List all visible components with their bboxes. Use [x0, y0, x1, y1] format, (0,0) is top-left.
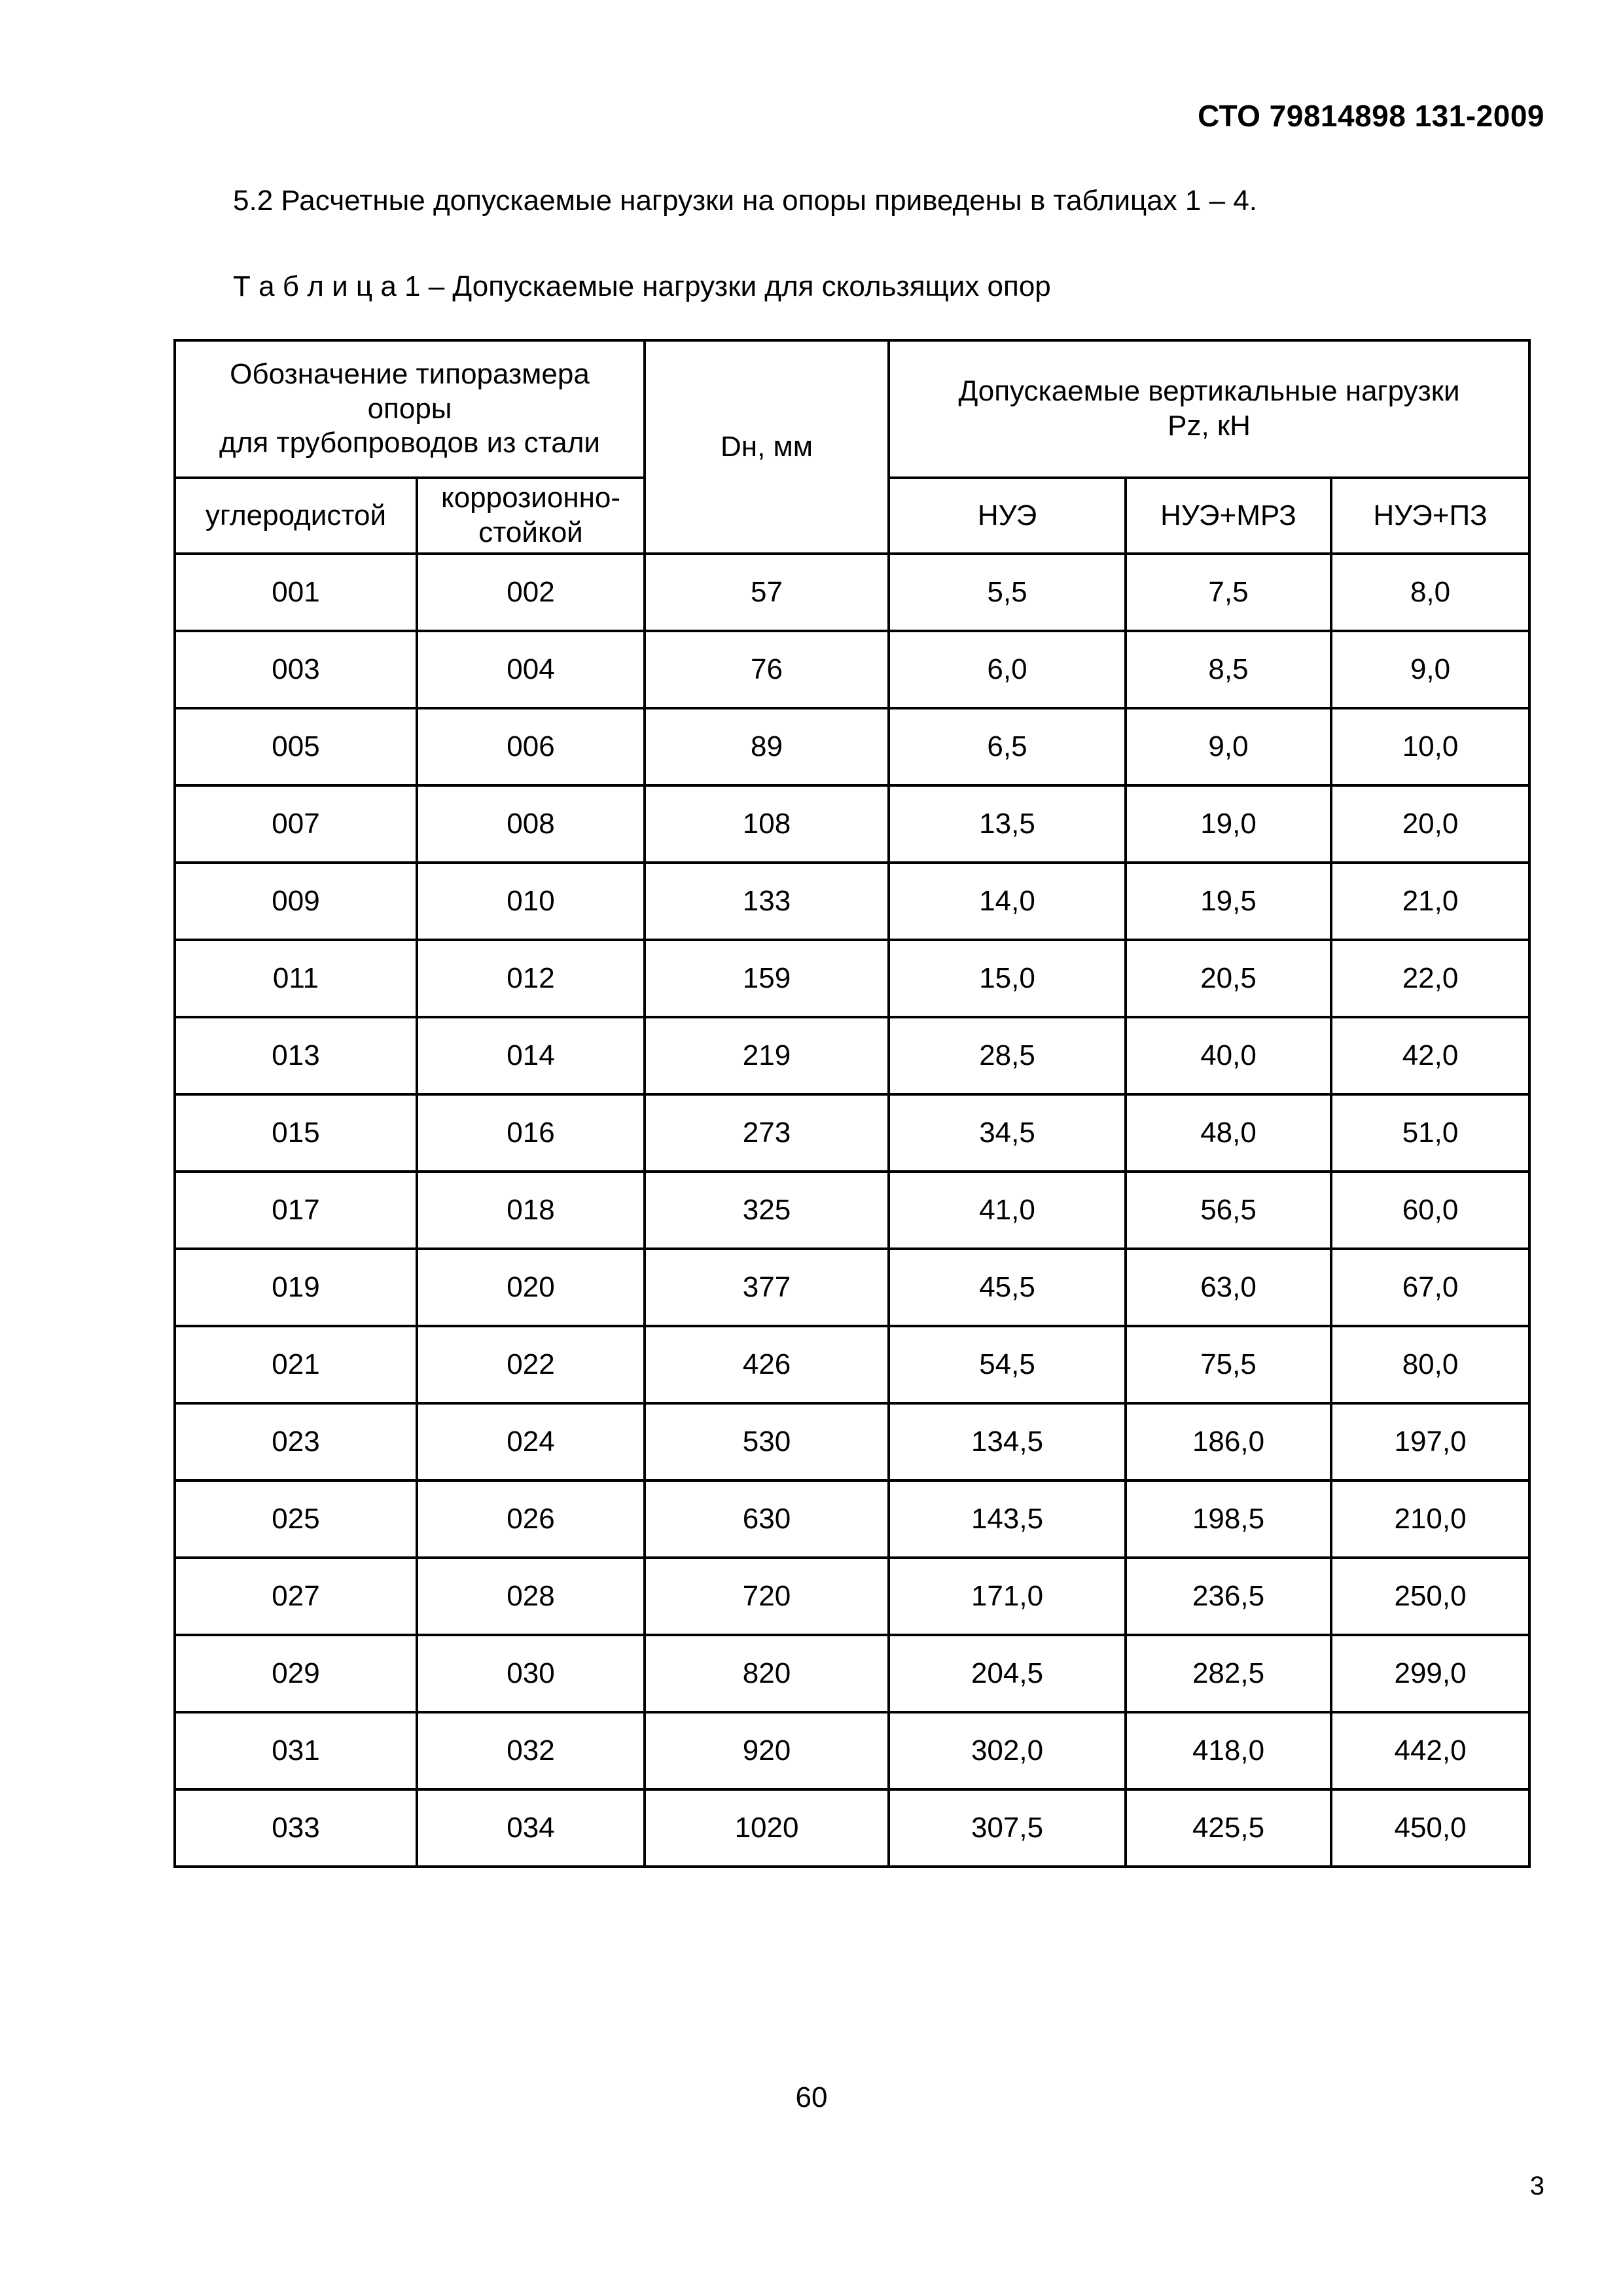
carbon-steel-cell: 019 — [175, 1249, 417, 1326]
nue-pz-cell: 21,0 — [1331, 863, 1529, 940]
designation-header — [175, 340, 645, 478]
nue-pz-cell: 80,0 — [1331, 1326, 1529, 1403]
nue-pz-cell: 210,0 — [1331, 1480, 1529, 1558]
carbon-steel-cell: 025 — [175, 1480, 417, 1558]
nue-cell: 54,5 — [889, 1326, 1126, 1403]
nue-mrz-cell: 40,0 — [1126, 1017, 1331, 1094]
stainless-steel-cell: 014 — [417, 1017, 645, 1094]
carbon-steel-cell: 033 — [175, 1789, 417, 1867]
loads-header-line: Допускаемые вертикальные нагрузки — [958, 375, 1460, 408]
stainless-steel-cell: 034 — [417, 1789, 645, 1867]
dn-cell: 57 — [645, 554, 889, 631]
carbon-steel-header: углеродистой — [175, 478, 417, 554]
dn-cell: 426 — [645, 1326, 889, 1403]
nue-cell: 34,5 — [889, 1094, 1126, 1172]
nue-mrz-cell: 63,0 — [1126, 1249, 1331, 1326]
nue-mrz-cell: 19,5 — [1126, 863, 1331, 940]
carbon-steel-cell: 003 — [175, 631, 417, 708]
carbon-steel-cell: 023 — [175, 1403, 417, 1480]
nue-mrz-cell: 19,0 — [1126, 785, 1331, 863]
nue-cell: 41,0 — [889, 1172, 1126, 1249]
carbon-steel-cell: 015 — [175, 1094, 417, 1172]
nue-mrz-cell: 20,5 — [1126, 940, 1331, 1017]
table-row — [175, 1249, 1529, 1326]
table-body — [175, 554, 1529, 1867]
carbon-steel-cell: 001 — [175, 554, 417, 631]
table-row — [175, 785, 1529, 863]
carbon-steel-cell: 031 — [175, 1712, 417, 1789]
stainless-steel-header — [417, 478, 645, 554]
nue-mrz-cell: 75,5 — [1126, 1326, 1331, 1403]
loads-header-line: Pz, кН — [1168, 410, 1251, 442]
intro-paragraph: 5.2 Расчетные допускаемые нагрузки на опоры приведены в таблицах 1 – 4. — [233, 185, 1258, 217]
nue-cell: 143,5 — [889, 1480, 1126, 1558]
stainless-steel-cell: 022 — [417, 1326, 645, 1403]
stainless-steel-cell: 018 — [417, 1172, 645, 1249]
dn-cell: 133 — [645, 863, 889, 940]
nue-mrz-cell: 9,0 — [1126, 708, 1331, 785]
nue-mrz-cell: 7,5 — [1126, 554, 1331, 631]
nue-pz-cell: 442,0 — [1331, 1712, 1529, 1789]
nue-pz-cell: 10,0 — [1331, 708, 1529, 785]
dn-cell: 76 — [645, 631, 889, 708]
table-row — [175, 554, 1529, 631]
carbon-steel-cell: 009 — [175, 863, 417, 940]
stainless-steel-cell: 010 — [417, 863, 645, 940]
dn-cell: 1020 — [645, 1789, 889, 1867]
stainless-steel-cell: 002 — [417, 554, 645, 631]
stainless-header-line: коррозионно- — [440, 482, 621, 514]
stainless-steel-cell: 028 — [417, 1558, 645, 1635]
nue-mrz-cell: 418,0 — [1126, 1712, 1331, 1789]
table-row — [175, 1326, 1529, 1403]
nue-pz-cell: 250,0 — [1331, 1558, 1529, 1635]
nue-mrz-cell: 186,0 — [1126, 1403, 1331, 1480]
nue-cell: 307,5 — [889, 1789, 1126, 1867]
nue-cell: 171,0 — [889, 1558, 1126, 1635]
stainless-steel-cell: 026 — [417, 1480, 645, 1558]
carbon-steel-cell: 017 — [175, 1172, 417, 1249]
nue-pz-cell: 8,0 — [1331, 554, 1529, 631]
nue-cell: 15,0 — [889, 940, 1126, 1017]
nue-cell: 6,0 — [889, 631, 1126, 708]
table-row — [175, 863, 1529, 940]
table-row — [175, 1172, 1529, 1249]
table-row — [175, 631, 1529, 708]
table-row — [175, 1403, 1529, 1480]
nue-mrz-cell: 8,5 — [1126, 631, 1331, 708]
dn-cell: 377 — [645, 1249, 889, 1326]
nue-mrz-cell: 282,5 — [1126, 1635, 1331, 1712]
nue-mrz-cell: 48,0 — [1126, 1094, 1331, 1172]
nue-cell: 5,5 — [889, 554, 1126, 631]
nue-mrz-cell: 56,5 — [1126, 1172, 1331, 1249]
nue-pz-cell: 299,0 — [1331, 1635, 1529, 1712]
carbon-steel-cell: 013 — [175, 1017, 417, 1094]
loads-table — [173, 339, 1531, 1868]
nue-pz-cell: 20,0 — [1331, 785, 1529, 863]
dn-cell: 159 — [645, 940, 889, 1017]
dn-cell: 530 — [645, 1403, 889, 1480]
nue-cell: 6,5 — [889, 708, 1126, 785]
nue-mrz-header: НУЭ+МРЗ — [1126, 478, 1331, 554]
nue-cell: 204,5 — [889, 1635, 1126, 1712]
nue-pz-cell: 67,0 — [1331, 1249, 1529, 1326]
carbon-steel-cell: 021 — [175, 1326, 417, 1403]
nue-cell: 14,0 — [889, 863, 1126, 940]
table-row — [175, 1712, 1529, 1789]
table-row — [175, 940, 1529, 1017]
stainless-steel-cell: 006 — [417, 708, 645, 785]
nue-mrz-cell: 236,5 — [1126, 1558, 1331, 1635]
nue-pz-cell: 42,0 — [1331, 1017, 1529, 1094]
table-row — [175, 1094, 1529, 1172]
sheet-number: 3 — [1529, 2172, 1544, 2200]
designation-header-line: Обозначение типоразмера — [230, 357, 590, 390]
carbon-steel-cell: 007 — [175, 785, 417, 863]
dn-cell: 920 — [645, 1712, 889, 1789]
table-row — [175, 1017, 1529, 1094]
nue-pz-cell: 51,0 — [1331, 1094, 1529, 1172]
stainless-steel-cell: 020 — [417, 1249, 645, 1326]
loads-header — [889, 340, 1529, 478]
nue-pz-header: НУЭ+ПЗ — [1331, 478, 1529, 554]
dn-cell: 720 — [645, 1558, 889, 1635]
dn-cell: 89 — [645, 708, 889, 785]
stainless-steel-cell: 032 — [417, 1712, 645, 1789]
table-row — [175, 1558, 1529, 1635]
nue-cell: 28,5 — [889, 1017, 1126, 1094]
stainless-steel-cell: 004 — [417, 631, 645, 708]
document-code: СТО 79814898 131-2009 — [1198, 99, 1544, 133]
dn-cell: 630 — [645, 1480, 889, 1558]
nue-mrz-cell: 198,5 — [1126, 1480, 1331, 1558]
nue-cell: 13,5 — [889, 785, 1126, 863]
carbon-steel-cell: 011 — [175, 940, 417, 1017]
nue-pz-cell: 60,0 — [1331, 1172, 1529, 1249]
table-row — [175, 1635, 1529, 1712]
carbon-steel-cell: 005 — [175, 708, 417, 785]
dn-cell: 820 — [645, 1635, 889, 1712]
table-row — [175, 708, 1529, 785]
table-row — [175, 1480, 1529, 1558]
nue-header: НУЭ — [889, 478, 1126, 554]
designation-header-line: для трубопроводов из стали — [219, 427, 600, 459]
dn-cell: 219 — [645, 1017, 889, 1094]
table-caption: Т а б л и ц а 1 – Допускаемые нагрузки для скользящих опор — [233, 270, 1051, 302]
designation-header-line: опоры — [367, 392, 452, 425]
stainless-steel-cell: 030 — [417, 1635, 645, 1712]
nue-cell: 134,5 — [889, 1403, 1126, 1480]
carbon-steel-cell: 029 — [175, 1635, 417, 1712]
nue-pz-cell: 197,0 — [1331, 1403, 1529, 1480]
nue-mrz-cell: 425,5 — [1126, 1789, 1331, 1867]
dn-cell: 273 — [645, 1094, 889, 1172]
nue-pz-cell: 22,0 — [1331, 940, 1529, 1017]
stainless-steel-cell: 008 — [417, 785, 645, 863]
stainless-header-line: стойкой — [478, 516, 583, 548]
nue-cell: 45,5 — [889, 1249, 1126, 1326]
carbon-steel-cell: 027 — [175, 1558, 417, 1635]
table-row — [175, 1789, 1529, 1867]
nue-cell: 302,0 — [889, 1712, 1126, 1789]
stainless-steel-cell: 012 — [417, 940, 645, 1017]
nue-pz-cell: 450,0 — [1331, 1789, 1529, 1867]
stainless-steel-cell: 024 — [417, 1403, 645, 1480]
dn-cell: 108 — [645, 785, 889, 863]
stainless-steel-cell: 016 — [417, 1094, 645, 1172]
page-number: 60 — [795, 2081, 828, 2113]
dn-cell: 325 — [645, 1172, 889, 1249]
nue-pz-cell: 9,0 — [1331, 631, 1529, 708]
dn-header: Dн, мм — [645, 340, 889, 554]
